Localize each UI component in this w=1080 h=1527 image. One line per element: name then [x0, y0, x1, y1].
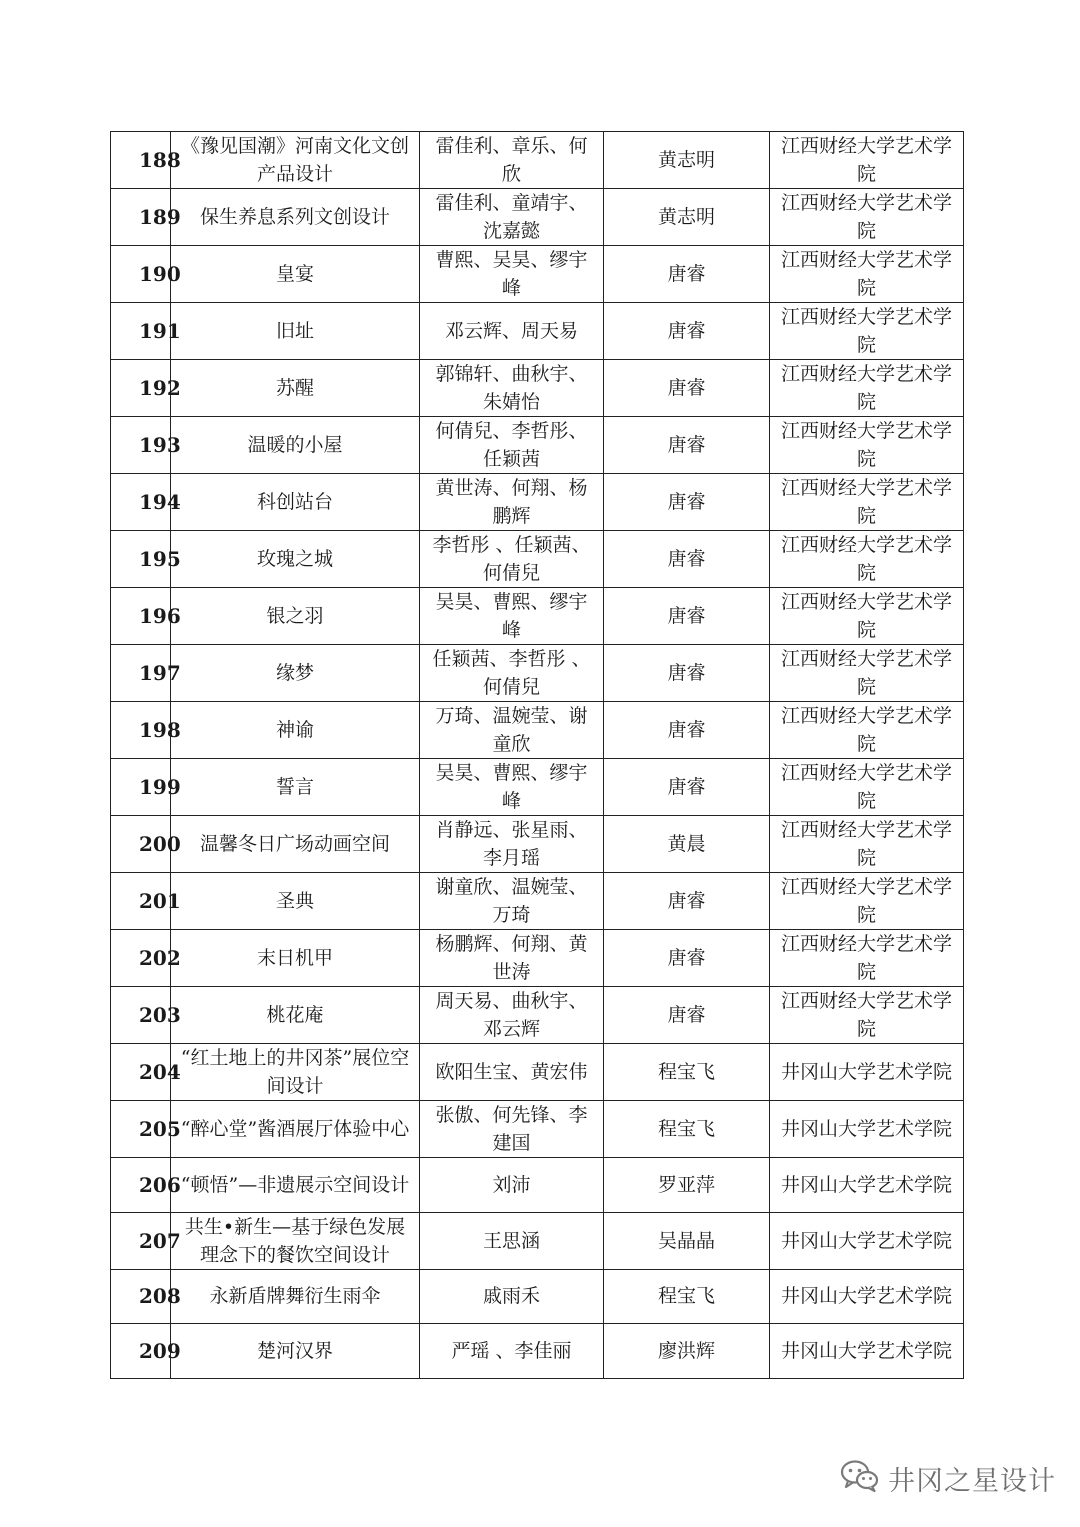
work-title-cell: 苏醒 [171, 360, 420, 417]
work-title-cell: 银之羽 [171, 588, 420, 645]
work-title-cell: 玫瑰之城 [171, 531, 420, 588]
advisor-cell: 唐睿 [604, 360, 770, 417]
row-number-cell: 193 [111, 417, 171, 474]
work-title-cell: 誓言 [171, 759, 420, 816]
work-title-cell: 温馨冬日广场动画空间 [171, 816, 420, 873]
work-title-cell: 神谕 [171, 702, 420, 759]
advisor-cell: 黄晨 [604, 816, 770, 873]
work-title-cell: 永新盾牌舞衍生雨伞 [171, 1269, 420, 1324]
advisor-cell: 唐睿 [604, 303, 770, 360]
table-row [111, 531, 964, 588]
table-row [111, 360, 964, 417]
school-cell: 江西财经大学艺术学院 [770, 360, 964, 417]
row-number-cell: 208 [111, 1269, 171, 1324]
school-cell: 井冈山大学艺术学院 [770, 1324, 964, 1379]
advisor-cell: 黄志明 [604, 189, 770, 246]
table-row [111, 1044, 964, 1101]
table-row [111, 987, 964, 1044]
school-cell: 江西财经大学艺术学院 [770, 531, 964, 588]
table-body [111, 132, 964, 1379]
table-row [111, 759, 964, 816]
table-row [111, 303, 964, 360]
advisor-cell: 程宝飞 [604, 1269, 770, 1324]
authors-cell: 戚雨禾 [420, 1269, 604, 1324]
advisor-cell: 程宝飞 [604, 1101, 770, 1158]
awards-table [110, 131, 964, 1379]
table-row [111, 930, 964, 987]
advisor-cell: 廖洪辉 [604, 1324, 770, 1379]
work-title-cell: 《豫见国潮》河南文化文创产品设计 [171, 132, 420, 189]
wechat-icon [840, 1459, 880, 1497]
table-row [111, 702, 964, 759]
row-number-cell: 201 [111, 873, 171, 930]
row-number-cell: 203 [111, 987, 171, 1044]
school-cell: 井冈山大学艺术学院 [770, 1212, 964, 1269]
table-row [111, 246, 964, 303]
work-title-cell: “顿悟”—非遗展示空间设计 [171, 1158, 420, 1213]
watermark-text: 井冈之星设计 [888, 1465, 1056, 1497]
authors-cell: 任颖茜、李哲彤 、何倩兒 [420, 645, 604, 702]
table-row [111, 873, 964, 930]
work-title-cell: “醉心堂”酱酒展厅体验中心 [171, 1101, 420, 1158]
authors-cell: 杨鹏辉、何翔、黄世涛 [420, 930, 604, 987]
advisor-cell: 唐睿 [604, 531, 770, 588]
authors-cell: 周天易、曲秋宇、邓云辉 [420, 987, 604, 1044]
row-number-cell: 190 [111, 246, 171, 303]
work-title-cell: “红土地上的井冈茶”展位空间设计 [171, 1044, 420, 1101]
row-number-cell: 192 [111, 360, 171, 417]
table-row [111, 1158, 964, 1213]
school-cell: 江西财经大学艺术学院 [770, 873, 964, 930]
advisor-cell: 唐睿 [604, 873, 770, 930]
table-row [111, 1269, 964, 1324]
authors-cell: 张傲、何先锋、李建国 [420, 1101, 604, 1158]
work-title-cell: 末日机甲 [171, 930, 420, 987]
work-title-cell: 圣典 [171, 873, 420, 930]
advisor-cell: 罗亚萍 [604, 1158, 770, 1213]
table-row [111, 132, 964, 189]
table-row [111, 189, 964, 246]
advisor-cell: 唐睿 [604, 930, 770, 987]
authors-cell: 何倩兒、李哲彤、任颖茜 [420, 417, 604, 474]
work-title-cell: 缘梦 [171, 645, 420, 702]
authors-cell: 万琦、温婉莹、谢童欣 [420, 702, 604, 759]
row-number-cell: 188 [111, 132, 171, 189]
authors-cell: 邓云辉、周天易 [420, 303, 604, 360]
authors-cell: 黄世涛、何翔、杨鹏辉 [420, 474, 604, 531]
advisor-cell: 唐睿 [604, 987, 770, 1044]
school-cell: 江西财经大学艺术学院 [770, 645, 964, 702]
table-row [111, 816, 964, 873]
authors-cell: 王思涵 [420, 1212, 604, 1269]
work-title-cell: 旧址 [171, 303, 420, 360]
row-number-cell: 197 [111, 645, 171, 702]
authors-cell: 欧阳生宝、黄宏伟 [420, 1044, 604, 1101]
row-number-cell: 199 [111, 759, 171, 816]
row-number-cell: 196 [111, 588, 171, 645]
work-title-cell: 桃花庵 [171, 987, 420, 1044]
authors-cell: 谢童欣、温婉莹、万琦 [420, 873, 604, 930]
authors-cell: 严瑶 、李佳丽 [420, 1324, 604, 1379]
table-row [111, 1101, 964, 1158]
school-cell: 井冈山大学艺术学院 [770, 1269, 964, 1324]
row-number-cell: 204 [111, 1044, 171, 1101]
row-number-cell: 202 [111, 930, 171, 987]
advisor-cell: 唐睿 [604, 645, 770, 702]
school-cell: 江西财经大学艺术学院 [770, 759, 964, 816]
row-number-cell: 198 [111, 702, 171, 759]
row-number-cell: 207 [111, 1212, 171, 1269]
advisor-cell: 吴晶晶 [604, 1212, 770, 1269]
advisor-cell: 程宝飞 [604, 1044, 770, 1101]
table-row [111, 1324, 964, 1379]
school-cell: 江西财经大学艺术学院 [770, 588, 964, 645]
school-cell: 江西财经大学艺术学院 [770, 702, 964, 759]
advisor-cell: 唐睿 [604, 246, 770, 303]
school-cell: 井冈山大学艺术学院 [770, 1158, 964, 1213]
row-number-cell: 209 [111, 1324, 171, 1379]
table-row [111, 417, 964, 474]
work-title-cell: 皇宴 [171, 246, 420, 303]
authors-cell: 郭锦轩、曲秋宇、朱婧怡 [420, 360, 604, 417]
authors-cell: 吴昊、曹熙、缪宇峰 [420, 759, 604, 816]
work-title-cell: 保生养息系列文创设计 [171, 189, 420, 246]
school-cell: 江西财经大学艺术学院 [770, 246, 964, 303]
school-cell: 井冈山大学艺术学院 [770, 1044, 964, 1101]
advisor-cell: 唐睿 [604, 417, 770, 474]
row-number-cell: 206 [111, 1158, 171, 1213]
authors-cell: 吴昊、曹熙、缪宇峰 [420, 588, 604, 645]
authors-cell: 曹熙、吴昊、缪宇峰 [420, 246, 604, 303]
table-row [111, 474, 964, 531]
school-cell: 江西财经大学艺术学院 [770, 132, 964, 189]
table-row [111, 1212, 964, 1269]
advisor-cell: 唐睿 [604, 759, 770, 816]
school-cell: 江西财经大学艺术学院 [770, 417, 964, 474]
school-cell: 江西财经大学艺术学院 [770, 816, 964, 873]
authors-cell: 雷佳利、童靖宇、沈嘉懿 [420, 189, 604, 246]
row-number-cell: 205 [111, 1101, 171, 1158]
work-title-cell: 科创站台 [171, 474, 420, 531]
authors-cell: 刘沛 [420, 1158, 604, 1213]
work-title-cell: 共生•新生—基于绿色发展理念下的餐饮空间设计 [171, 1212, 420, 1269]
authors-cell: 雷佳利、章乐、何欣 [420, 132, 604, 189]
row-number-cell: 189 [111, 189, 171, 246]
school-cell: 井冈山大学艺术学院 [770, 1101, 964, 1158]
school-cell: 江西财经大学艺术学院 [770, 303, 964, 360]
row-number-cell: 200 [111, 816, 171, 873]
row-number-cell: 194 [111, 474, 171, 531]
school-cell: 江西财经大学艺术学院 [770, 474, 964, 531]
school-cell: 江西财经大学艺术学院 [770, 930, 964, 987]
table-row [111, 588, 964, 645]
advisor-cell: 唐睿 [604, 588, 770, 645]
advisor-cell: 唐睿 [604, 474, 770, 531]
row-number-cell: 191 [111, 303, 171, 360]
school-cell: 江西财经大学艺术学院 [770, 987, 964, 1044]
advisor-cell: 唐睿 [604, 702, 770, 759]
authors-cell: 李哲彤 、任颖茜、何倩兒 [420, 531, 604, 588]
watermark [840, 1452, 1056, 1504]
advisor-cell: 黄志明 [604, 132, 770, 189]
work-title-cell: 楚河汉界 [171, 1324, 420, 1379]
school-cell: 江西财经大学艺术学院 [770, 189, 964, 246]
work-title-cell: 温暖的小屋 [171, 417, 420, 474]
table-row [111, 645, 964, 702]
authors-cell: 肖静远、张星雨、李月瑶 [420, 816, 604, 873]
row-number-cell: 195 [111, 531, 171, 588]
